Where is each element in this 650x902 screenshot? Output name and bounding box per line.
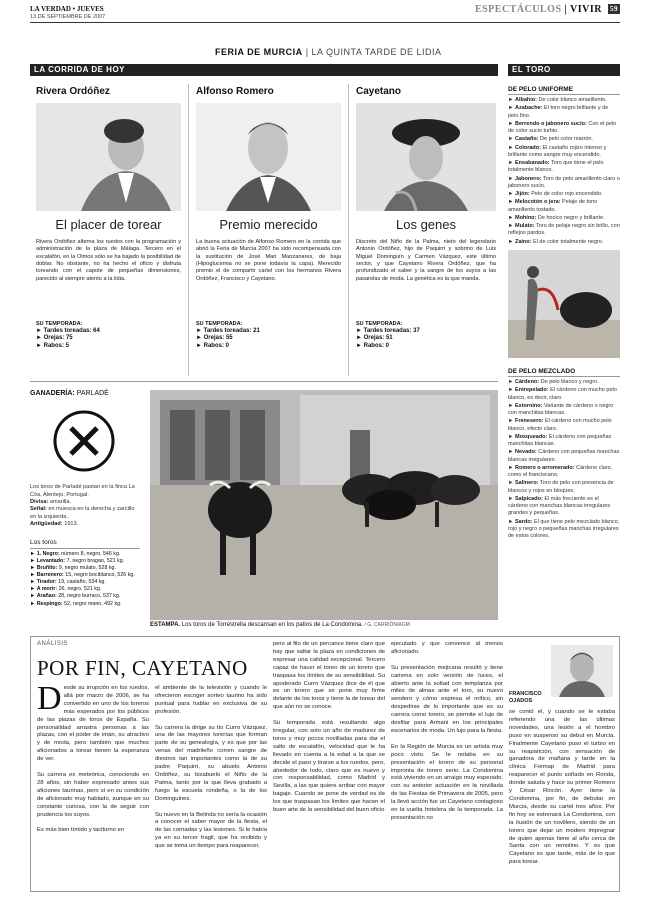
header-rule: [30, 22, 620, 23]
torero-name: Cayetano: [356, 86, 402, 97]
article-col-3: [273, 641, 385, 887]
list-item: ► Mulato: Toro de pelaje negro sin brillo, con reflejos pardos.: [508, 223, 620, 237]
list-item: ► Romero o arromerado: Cárdeno claro, como el franciscano.: [508, 464, 613, 478]
stat-rabos: ► Rabos: 0: [356, 342, 389, 349]
list-item: ► Levantado: 7, negro bragao, 521 kg.: [30, 557, 125, 564]
stat-tardes: ► Tardes toreadas: 37: [356, 327, 420, 334]
torero-portrait-3: [356, 103, 496, 211]
sidebar-photo: [508, 250, 620, 358]
article-text-4: ejecutado y que convence al menos aficionado. Su presentación mejicana resultó y tiene carisma en solo versión de luces, el abierto ante la soltad con templanza por miles de almas ante el toro, su nuevo sendero y cómo expresa el mítico, sin despedirse de lo importante que es su carrera como torero, se permite el lujo de desfilar para Armani en los principales escenarios de moda. Un lujo para la fiesta. En la Región de Murcia es un artista muy poco visto. Se le notaba en su presentación el torero de su personal impronta de torero serio. La Condomina está viviendo en un arraigo muy esperado, con su anterior actuación en la novillada de las Fiestas de Primavera de 2005, pero la llevó acción fue un Cayetano contagioso en la vuelta hotelera de la temporada. La presentación no: [391, 641, 503, 821]
article-title: POR FIN, CAYETANO: [37, 656, 248, 680]
toros-list: [30, 551, 140, 608]
list-item: ► Salpicado: El más frecuente es el cárdeno con manchas blancas irregulares grandes y pequeñas.: [508, 495, 611, 517]
el-toro-sidebar: [508, 64, 620, 541]
ganaderia-desc: Los toros de Parladé pastan en la finca La Cóa, Alentejo, Portugal.: [30, 484, 135, 498]
list-item: ► Tirador: 19, castaño, 534 kg.: [30, 579, 106, 586]
article-col-1: [37, 685, 149, 885]
article-text-1: esde su irrupción en los ruedos, allá por marzo de 2006, se ha convertido en uno de los toreros más esperados por los públicos de las plazas de toros de España. Su personalidad arrastra personas a las plazas, con el poder de imán, su atractivo y de moda, pero también que muchos aficionados a torear tienen la esperanza de ver. Su carrera es meteórica, conociendo en 28 años, sin haber expresado antes sus aficiones taurinas, pero sí en su condición de aficionado muy hablado, aunque en su constante curiosa, con la de seguir con prudencia los suyos. Es más bien tímido y taciturno en: [37, 685, 149, 834]
ganaderia-header: [30, 390, 140, 399]
torero-column-2: [196, 86, 341, 350]
mezclado-title: DE PELO MEZCLADO: [508, 368, 620, 377]
drop-cap: D: [37, 685, 62, 717]
section-name-2: VIVIR: [570, 4, 602, 15]
senal-row: Señal: en muesca en la derecha y zarcillo en la izquierda.: [30, 506, 135, 520]
column-divider: [348, 84, 349, 376]
torero-name: Alfonso Romero: [196, 86, 274, 97]
temporada-label: SU TEMPORADA:: [36, 320, 83, 327]
section-header: [475, 4, 620, 17]
list-item: ► Bruñito: 9, negro mulato, 528 kg.: [30, 564, 116, 571]
uniforme-title: DE PELO UNIFORME: [508, 86, 620, 95]
stat-tardes: ► Tardes toreadas: 64: [36, 327, 100, 334]
stat-orejas: ► Orejas: 55: [196, 335, 233, 342]
list-item: ► Sardo: El que tiene pelo mezclado blanco, rojo y negro o pequeñas manchas irregulares de estos colores.: [508, 518, 620, 539]
stat-orejas: ► Orejas: 51: [356, 335, 393, 342]
torero-text: La buena actuación de Alfonso Romero en la corrida que abrió la Feria de Murcia 2007 ha sido recompensada con la sustitución de José Mari Manzanares, de baja (Hipoglucemia no se pone todavía la capa). Merecido premio el de compartir cartel con los hermanos Rivera Ordóñez, Francisco y Cayetano.: [196, 238, 341, 282]
feria-banner: [215, 47, 442, 58]
article-text-3: pero al filo de un percance tiene claro que hay que saltar la plaza en condiciones de expresar una calidad excepcional. Tercero capaz de hacer el toreo de un torero que traspasa los límites de su sensibilidad. Su apoderado Curro Vázquez dice de él que es un torero que se pone muy firme delante de los toros y tiene la de torear del que aún no se conoce. Su temporada está resultando algo irregular, con solo un año de madurez de toros y muy pocos novilladas para dar el salto de escalafón, velocidad que le ha llevado en cuenta a la edad a la que se decide el paso y tirarse a los ruedos, pero, alrededor de todo, claro que es nuevo y con responsabilidad, como Madrid y Sevilla, a las que quiere arribar con mayor bagaje. Cuando se pone de verdad es de los que traspasan los límites que hacen el buen arte de la sensibilidad del buen oficio: [273, 641, 385, 814]
list-item: ► Barrenero: 15, negro bociblanco, 526 kg.: [30, 572, 135, 579]
ganaderia-name: PARLADÉ: [76, 390, 109, 397]
list-item: ► Ensabanado: Toro que tiene el pelo totalmente blanco.: [508, 160, 604, 174]
stat-orejas: ► Orejas: 75: [36, 335, 73, 342]
list-item: ► Estornino: Variante de cárdeno o negro con manchitas blancas.: [508, 402, 614, 416]
estampa-text: Los toros de Torrestrella descansan en los patios de La Condomina.: [181, 622, 363, 628]
torero-text: Discreto del Niño de la Palma, nieto del legendario Antonio Ordóñez, hijo de Paquirri y sobrino de Luis Miguel Dominguín y Carmen Vázquez, este último sector, y que Cayetano Rivera Ordóñez, que ha profundizado el saber y la sangre de los suyos a las pasarelas de moda. La genética es la que manda.: [356, 238, 496, 282]
list-item: ► Arañao: 28, negro burraco, 537 kg.: [30, 593, 121, 600]
article-text-5: se contó el, y cuando se le estaba referiendo una de las últimas novedades, una lesión a el hombro puso en suspenso su debut en Murcia. Finalmente Cayetano puso el turbio en su reaparición, con sensación de ganadora de mañana y tarde en la clínica Fremap de Madrid para reaparecer el punto soñado en Ronda, donde saluda y hace su primer Romero y César Rincón. Ayer tiene la Condomina, por fin, de debutar en Murcia, desde su cartel tres años. Por fin hoy se estrenará La Condomina, con la ilusión de un novillero, siendo de un torero que dejar un modero impregnar de quien apenas tiene al año cerca de Santa con un remolino. Y es que Cayetano es que tarde, más de lo que para torear.: [509, 709, 615, 866]
author-name: FRANCISCO OJADOS: [509, 691, 542, 704]
list-item: ► Mohíno: De hocico negro y brillante.: [508, 214, 605, 221]
torero-column-1: [36, 86, 181, 350]
analisis-box: [30, 636, 620, 892]
analisis-tag: ANÁLISIS: [37, 641, 69, 647]
list-item: ► Jabonero: Toro de pelo amarillento claro o jabonero sucio.: [508, 175, 620, 189]
list-item: ► Nevado: Cárdeno con pequeñas manchas blancas irregulares.: [508, 449, 620, 463]
ganaderia-box: [30, 390, 140, 608]
torero-text: Rivera Ordóñez alterna los ruedos con la programación y administración de la plaza de Málaga. Tercero en el escalafón, en la Olmos sólo se ha bajado la posibilidad de doblar. No obstante, no ha hecho el oficio y disfruta toreando con el capote de pequeñas dimensiones, parecido al siempre atento a la lidia.: [36, 238, 181, 282]
publication-date: 13 DE SEPTIEMBRE DE 2007: [30, 14, 106, 20]
toros-title: Los toros: [30, 539, 140, 549]
feria-subtitle: LA QUINTA TARDE DE LIDIA: [311, 47, 442, 57]
page-number: 59: [610, 5, 618, 14]
list-item: ► Albahío: De color blanco amarillento.: [508, 97, 607, 104]
list-item: ► Colorado: El castaño rojizo intenso y brillante como sangre muy encendido.: [508, 144, 607, 158]
author-photo: [551, 645, 613, 697]
el-toro-bar: EL TORO: [508, 64, 620, 76]
torero-headline: El placer de torear: [55, 216, 162, 232]
uniforme-list: [508, 97, 620, 246]
article-col-5: [509, 709, 615, 887]
torero-headline: Premio merecido: [219, 216, 318, 232]
list-item: ► Zaino: El de color totalmente negro.: [508, 238, 604, 245]
article-col-2: [155, 685, 267, 885]
list-item: ► Melocotón o jera: Pelaje de tono amarillento tostado.: [508, 199, 598, 213]
estampa-caption: [150, 622, 498, 630]
torero-portrait-1: [36, 103, 181, 211]
divisa-row: Divisa: amarilla.: [30, 499, 72, 505]
section-divider: |: [564, 4, 568, 15]
list-item: ► Mosqueado: El cárdeno con pequeñas manchitas blancas.: [508, 433, 612, 447]
column-divider: [188, 84, 189, 376]
torero-name: Rivera Ordóñez: [36, 86, 110, 97]
list-item: ► Azabache: El toro negro brillante y de pelo fino.: [508, 105, 609, 119]
toreros-section: [30, 80, 498, 380]
feria-divider: |: [305, 47, 312, 57]
section-name: ESPECTÁCULOS: [474, 4, 562, 15]
feria-title: FERIA DE MURCIA: [215, 47, 303, 57]
list-item: ► A morir: 26, negro, 521 kg.: [30, 586, 102, 593]
section-rule: [30, 381, 498, 382]
list-item: ► Castaño: De pelo color marrón.: [508, 136, 593, 143]
estampa-label: ESTAMPA.: [150, 622, 181, 628]
stat-rabos: ► Rabos: 5: [36, 342, 69, 349]
estampa-photo: [150, 390, 498, 620]
list-item: ► Entrepelado: El cárdeno con mucho pelo blanco, es decir, claro.: [508, 387, 617, 401]
stat-rabos: ► Rabos: 0: [196, 342, 229, 349]
torero-headline: Los genes: [396, 216, 456, 232]
article-text-2: el ambiente de la televisión y cuando le ofrecieron escoger sorteo taurino ha sido puntual para hablar en exclusiva de su profesión. Su carrera la dirige su tío Curro Vázquez, una de las mayores torerías que forman parte de su genealogía, y es que por las venas del madrileño corren sangre de diestros tan importantes como la de su padre Paquirri, su abuelo Antonio Ordóñez, su bisabuelo el Niño de la Palma, tanto por la que lleva grabado a fuego la escuela rondeña, o la de los Dominguines. Su nuevo en la Belinda no sería la ocasión a conocer el saber mayor de la fiesta, el de las cornadas y las lesiones. Si le había ya en su tercer fragil, que ha recibido y que se toma un tiempo para reaparecer,: [155, 685, 267, 850]
newspaper-name: LA VERDAD • JUEVES: [30, 5, 104, 13]
ganaderia-emblem-icon: [52, 409, 140, 477]
list-item: ► Jijón: Pelo de color rojo encendido.: [508, 191, 603, 198]
article-col-4: [391, 641, 503, 887]
torero-column-3: [356, 86, 496, 350]
mezclado-list: [508, 379, 620, 540]
stat-tardes: ► Tardes toreadas: 21: [196, 327, 260, 334]
ganaderia-label: GANADERÍA:: [30, 390, 75, 397]
temporada-label: SU TEMPORADA:: [196, 320, 243, 327]
torero-portrait-2: [196, 103, 341, 211]
list-item: ► Berrendo o jabonero sucio: Con el pelo de color sucio turbio.: [508, 120, 617, 135]
corrida-bar: LA CORRIDA DE HOY: [30, 64, 498, 76]
list-item: ► Respingo: 52, negro mano, 492 kg.: [30, 600, 122, 607]
list-item: ► Frenesero: El cárdeno con mucho pelo blanco, efecto claro.: [508, 418, 612, 432]
list-item: ► Salinero: Toro de pelo con presencia de blancos y rojos en bloques.: [508, 480, 614, 494]
list-item: ► Cárdeno: De pelo blanco y negro.: [508, 379, 599, 385]
temporada-label: SU TEMPORADA:: [356, 320, 403, 327]
antiguedad-row: Antigüedad: 1913.: [30, 521, 79, 528]
estampa-credit: / G. CARRIÓN/AGM: [364, 622, 410, 628]
list-item: ► 1. Negro: número 8, negro, 546 kg.: [30, 550, 121, 557]
